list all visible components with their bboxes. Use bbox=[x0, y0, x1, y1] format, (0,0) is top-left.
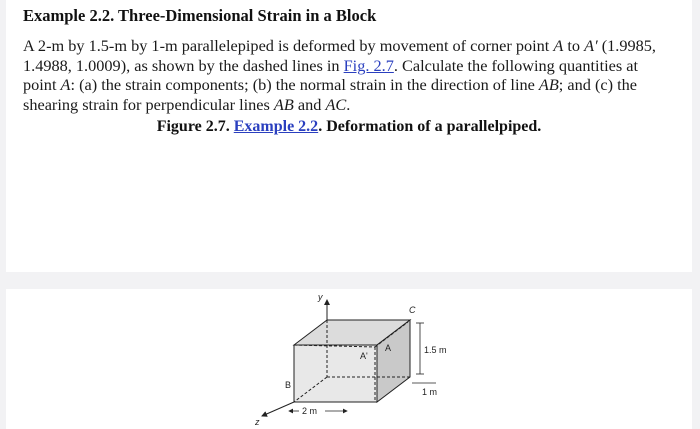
text-segment: to bbox=[563, 36, 585, 55]
text-segment: and bbox=[293, 94, 326, 114]
figure-caption bbox=[6, 118, 692, 136]
height-dimension-label: 1.5 m bbox=[424, 345, 447, 355]
y-axis-label: y bbox=[318, 292, 323, 302]
point-b-label: B bbox=[285, 380, 292, 390]
depth-dimension-label: 1 m bbox=[422, 387, 438, 397]
point-a-prime-label: A' bbox=[360, 351, 368, 361]
point-a-text: A bbox=[60, 75, 71, 95]
z-axis-line bbox=[262, 402, 294, 416]
example-link[interactable]: Example 2.2 bbox=[233, 118, 319, 135]
caption-suffix: . Deformation of a parallelpiped. bbox=[318, 118, 542, 135]
point-c-label: C bbox=[409, 305, 416, 315]
point-a-text: A bbox=[553, 36, 564, 55]
text-segment: : (a) the strain components; (b) the normal strain in the direction of line bbox=[70, 75, 539, 95]
parallelepiped-diagram bbox=[6, 289, 692, 429]
z-axis-label: z bbox=[255, 417, 260, 427]
figure-link[interactable]: Fig. 2.7 bbox=[343, 55, 394, 75]
caption-prefix: Figure 2.7. bbox=[156, 118, 234, 135]
text-segment: (1.9985, 1.4988, 1.0009), as shown by the dashed lines in bbox=[23, 36, 656, 75]
width-dimension-label: 2 m bbox=[302, 406, 318, 416]
example-title: Example 2.2. Three-Dimensional Strain in a Block bbox=[23, 6, 377, 25]
line-ac-text: AC bbox=[325, 94, 347, 114]
example-problem-text bbox=[23, 36, 675, 114]
text-segment: . bbox=[346, 94, 351, 114]
line-ab-text: AB bbox=[538, 75, 559, 95]
point-a-prime-text: A′ bbox=[584, 36, 598, 55]
text-segment: . Calculate the following quantities at point bbox=[23, 55, 638, 95]
point-a-label: A bbox=[385, 343, 392, 353]
text-segment: ; and (c) the shearing strain for perpendicular lines bbox=[23, 75, 637, 114]
figure-panel bbox=[6, 289, 692, 429]
example-panel bbox=[6, 0, 692, 272]
line-ab-text: AB bbox=[273, 94, 294, 114]
text-segment: A 2-m by 1.5-m by 1-m parallelepiped is deformed by movement of corner point bbox=[23, 36, 554, 55]
